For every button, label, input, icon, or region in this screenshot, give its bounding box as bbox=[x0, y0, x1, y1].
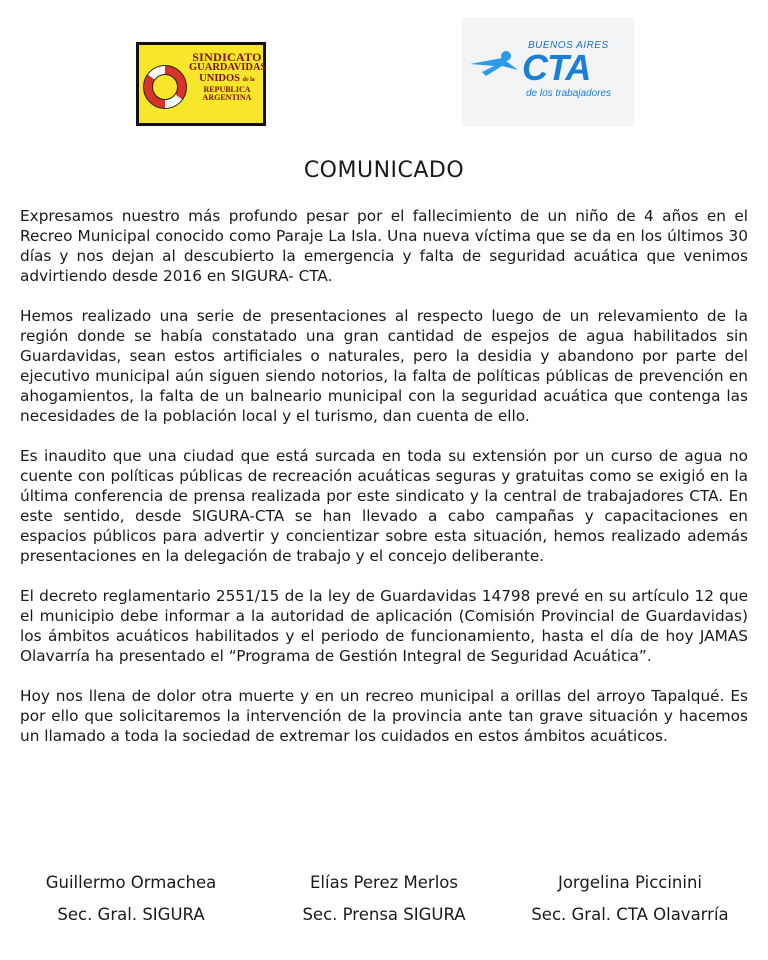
page-title: COMUNICADO bbox=[303, 158, 465, 183]
signature-2 bbox=[259, 867, 509, 931]
signature-role: Sec. Prensa SIGURA bbox=[302, 905, 466, 924]
signature-name: Jorgelina Piccinini bbox=[557, 873, 703, 892]
logo-left-line2: GUARDAVIDAS bbox=[189, 62, 267, 73]
logo-left-line4: REPUBLICA ARGENTINA bbox=[202, 85, 252, 102]
logo-left-line3b: de la bbox=[242, 76, 255, 83]
communique-body bbox=[20, 206, 748, 766]
logo-left-line3: UNIDOS bbox=[199, 72, 241, 84]
signature-1 bbox=[6, 867, 256, 931]
cta-logo-main: CTA bbox=[522, 47, 591, 88]
paragraph-3: Es inaudito que una ciudad que está surcada en toda su extensión por un curso de agua no cuente con políticas públicas de recreación acuáticas seguras y gratuitas como se exigió en la última conferencia de prensa realizada por este sindicato y la central de trabajadores CTA. En este sentido, desde SIGURA-CTA se han llevado a cabo campañas y capacitaciones en espacios públicos para advertir y concientizar sobre esta situación, hemos realizado además presentaciones en la delegación de trabajo y el concejo deliberante. bbox=[20, 447, 748, 565]
paragraph-1: Expresamos nuestro más profundo pesar por el fallecimiento de un niño de 4 años en el Recreo Municipal conocido como Paraje La Isla. Una nueva víctima que se da en los últimos 30 días y nos dejan al descubierto la emergencia y falta de seguridad acuática que venimos advirtiendo desde 2016 en SIGURA- CTA. bbox=[20, 207, 748, 285]
lifebuoy-icon bbox=[143, 51, 189, 121]
logo-left-line1: SINDICATO bbox=[192, 50, 262, 64]
paragraph-2: Hemos realizado una serie de presentaciones al respecto luego de un relevamiento de la región donde se había constatado una gran cantidad de espejos de agua habilitados sin Guardavidas, sean estos artificiales o naturales, pero la desidia y abandono por parte del ejecutivo municipal aún siguen siendo notorios, la falta de políticas públicas de prevención en ahogamientos, la falta de un balneario municipal con la seguridad acuática que contenga las necesidades de la población local y el turismo, dan cuenta de ello. bbox=[20, 307, 748, 425]
signature-name: Guillermo Ormachea bbox=[45, 873, 217, 892]
signature-role: Sec. Gral. SIGURA bbox=[57, 905, 205, 924]
cta-logo bbox=[462, 18, 634, 126]
signature-3 bbox=[505, 867, 755, 931]
sindicato-guardavidas-logo bbox=[136, 42, 266, 126]
paragraph-4: El decreto reglamentario 2551/15 de la ley de Guardavidas 14798 prevé en su artículo 12 que el municipio debe informar a la autoridad de aplicación (Comisión Provincial de Guardavidas) los ámbitos acuáticos habilitados y el periodo de funcionamiento, hasta el día de hoy JAMAS Olavarría ha presentado el “Programa de Gestión Integral de Seguridad Acuática”. bbox=[20, 587, 748, 665]
signature-role: Sec. Gral. CTA Olavarría bbox=[531, 905, 729, 924]
paragraph-5: Hoy nos llena de dolor otra muerte y en un recreo municipal a orillas del arroyo Tapalqué. Es por ello que solicitaremos la intervención de la provincia ante tan grave situación y hacemos un llamado a toda la sociedad de extremar los cuidados en estos ámbitos acuáticos. bbox=[20, 687, 748, 745]
cta-logo-sub: de los trabajadores bbox=[526, 88, 612, 99]
cta-logo-top: BUENOS AIRES bbox=[528, 40, 609, 51]
signature-name: Elías Perez Merlos bbox=[310, 873, 458, 892]
